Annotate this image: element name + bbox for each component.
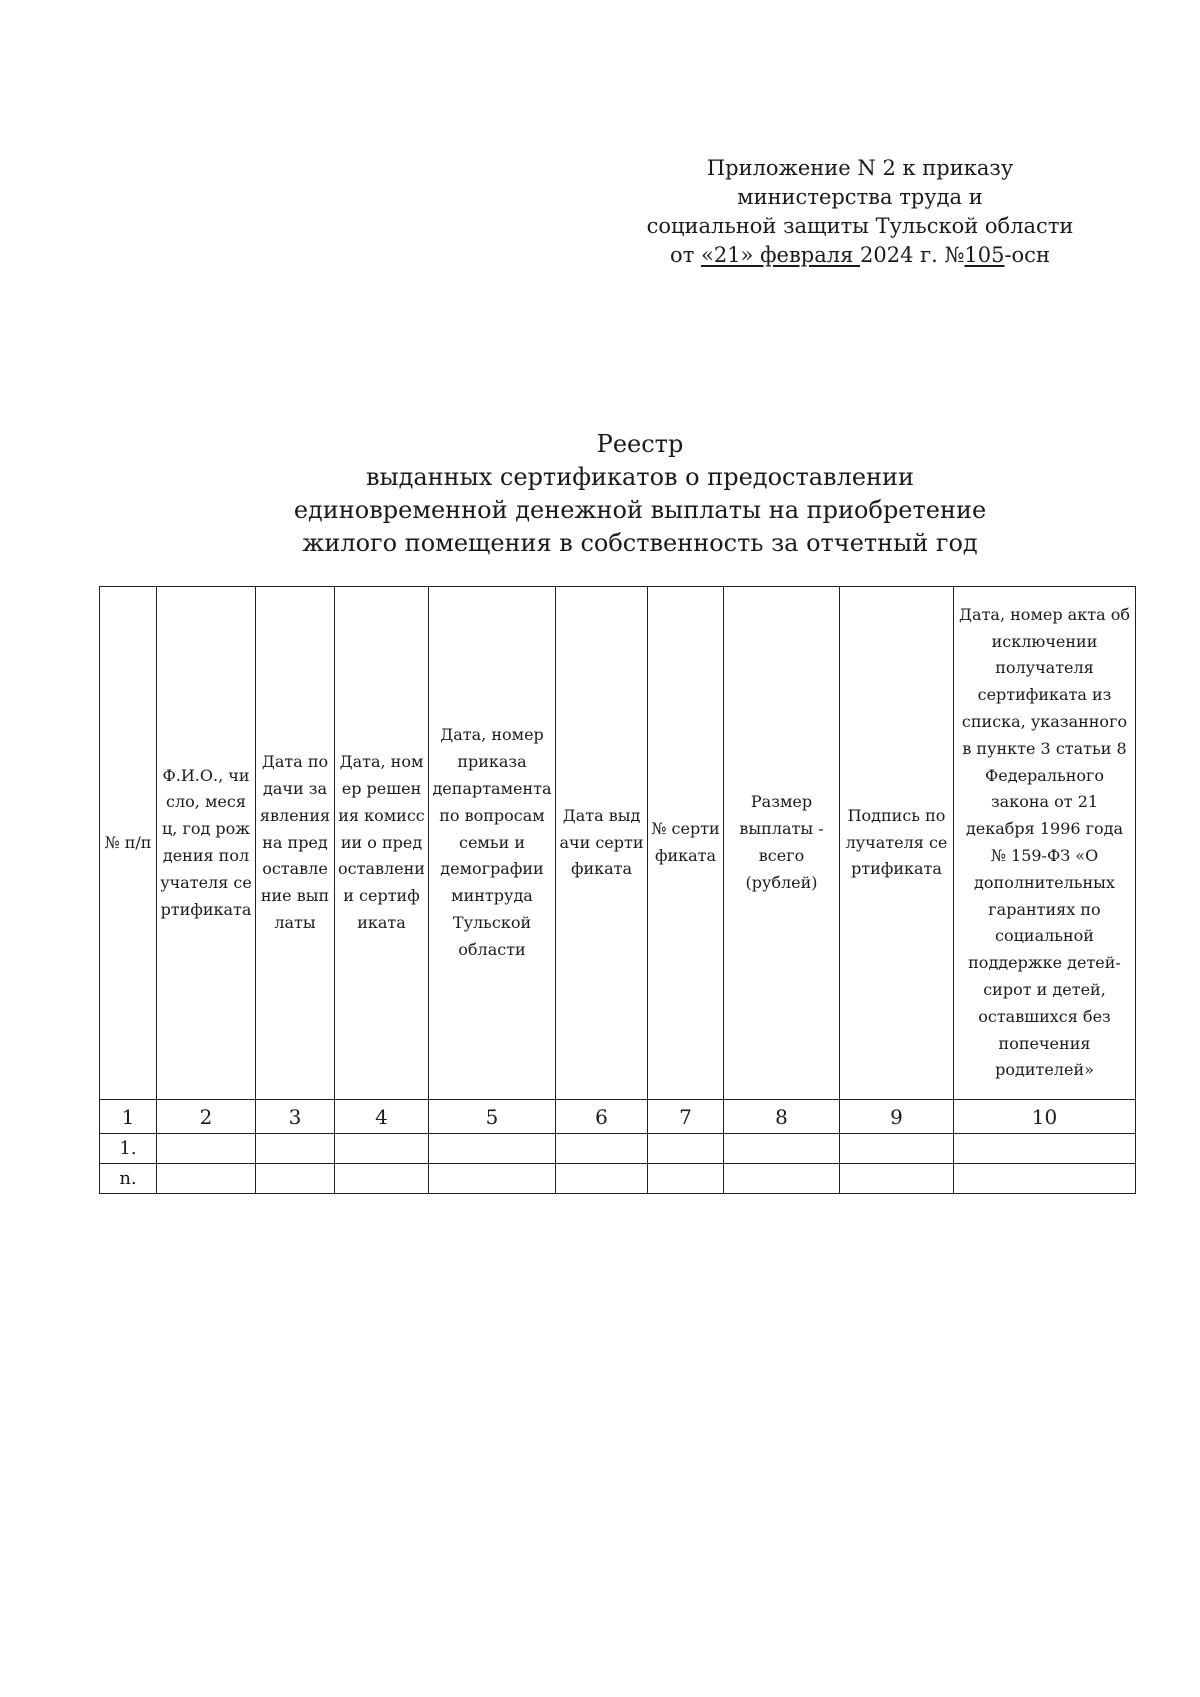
table-cell bbox=[840, 1134, 954, 1164]
appendix-line-2: министерства труда и bbox=[737, 185, 983, 209]
column-number: 3 bbox=[256, 1100, 335, 1134]
column-number: 10 bbox=[954, 1100, 1136, 1134]
title-line-2: выданных сертификатов о предоставлении bbox=[365, 463, 915, 491]
table-cell bbox=[256, 1134, 335, 1164]
header-cell-recipient: Ф.И.О., число, месяц, год рождения получателя сертификата bbox=[157, 587, 256, 1100]
table-cell bbox=[648, 1134, 724, 1164]
table-cell bbox=[256, 1164, 335, 1194]
registry-table bbox=[99, 586, 1136, 1194]
appendix-order-suffix: -осн bbox=[1004, 243, 1050, 267]
column-number-row bbox=[100, 1100, 1136, 1134]
appendix-line-4 bbox=[600, 241, 1120, 270]
header-cell-department-order: Дата, номер приказа департамента по вопросам семьи и демографии минтруда Тульской области bbox=[429, 587, 556, 1100]
appendix-order-number: 105 bbox=[964, 243, 1005, 267]
appendix-date-month: февраля bbox=[753, 243, 860, 267]
header-cell-exclusion-act: Дата, номер акта об исключении получателя сертификата из списка, указанного в пункте 3 статьи 8 Федерального закона от 21 декабря 1996 года № 159-ФЗ «О дополнительных гарантиях по социальной поддержке детей-сирот и детей, оставшихся без попечения родителей» bbox=[954, 587, 1136, 1100]
header-cell-application-date: Дата подачи заявления на предоставление выплаты bbox=[256, 587, 335, 1100]
header-cell-issue-date: Дата выдачи сертификата bbox=[556, 587, 648, 1100]
header-cell-payment-amount: Размер выплаты - всего (рублей) bbox=[724, 587, 840, 1100]
table-cell bbox=[556, 1164, 648, 1194]
table-cell bbox=[157, 1134, 256, 1164]
appendix-date-year: 2024 г. № bbox=[860, 243, 965, 267]
table-cell bbox=[335, 1134, 429, 1164]
table-row bbox=[100, 1134, 1136, 1164]
column-number: 9 bbox=[840, 1100, 954, 1134]
table-cell bbox=[157, 1164, 256, 1194]
header-row bbox=[100, 587, 1136, 1100]
column-number: 7 bbox=[648, 1100, 724, 1134]
table-cell bbox=[429, 1134, 556, 1164]
title-line-1: Реестр bbox=[596, 430, 684, 458]
document-title bbox=[130, 428, 1150, 560]
appendix-date-prefix: от bbox=[670, 243, 701, 267]
table-cell bbox=[429, 1164, 556, 1194]
appendix-note bbox=[600, 154, 1120, 270]
column-number: 5 bbox=[429, 1100, 556, 1134]
table-cell bbox=[954, 1134, 1136, 1164]
header-cell-signature: Подпись получателя сертификата bbox=[840, 587, 954, 1100]
header-cell-number: № п/п bbox=[100, 587, 157, 1100]
title-line-3: единовременной денежной выплаты на приобретение bbox=[293, 496, 987, 524]
row-number: n. bbox=[100, 1164, 157, 1194]
column-number: 4 bbox=[335, 1100, 429, 1134]
column-number: 2 bbox=[157, 1100, 256, 1134]
column-number: 8 bbox=[724, 1100, 840, 1134]
table-row bbox=[100, 1164, 1136, 1194]
table-cell bbox=[840, 1164, 954, 1194]
table-cell bbox=[724, 1134, 840, 1164]
appendix-line-3: социальной защиты Тульской области bbox=[646, 214, 1074, 238]
appendix-line-1: Приложение N 2 к приказу bbox=[706, 156, 1014, 180]
appendix-date-day: «21» bbox=[700, 243, 754, 267]
table-cell bbox=[335, 1164, 429, 1194]
header-cell-certificate-number: № сертификата bbox=[648, 587, 724, 1100]
table-cell bbox=[724, 1164, 840, 1194]
column-number: 6 bbox=[556, 1100, 648, 1134]
title-line-4: жилого помещения в собственность за отчетный год bbox=[302, 529, 978, 557]
table-cell bbox=[556, 1134, 648, 1164]
table-cell bbox=[648, 1164, 724, 1194]
table-cell bbox=[954, 1164, 1136, 1194]
column-number: 1 bbox=[100, 1100, 157, 1134]
header-cell-commission-decision: Дата, номер решения комиссии о предоставлении сертификата bbox=[335, 587, 429, 1100]
row-number: 1. bbox=[100, 1134, 157, 1164]
